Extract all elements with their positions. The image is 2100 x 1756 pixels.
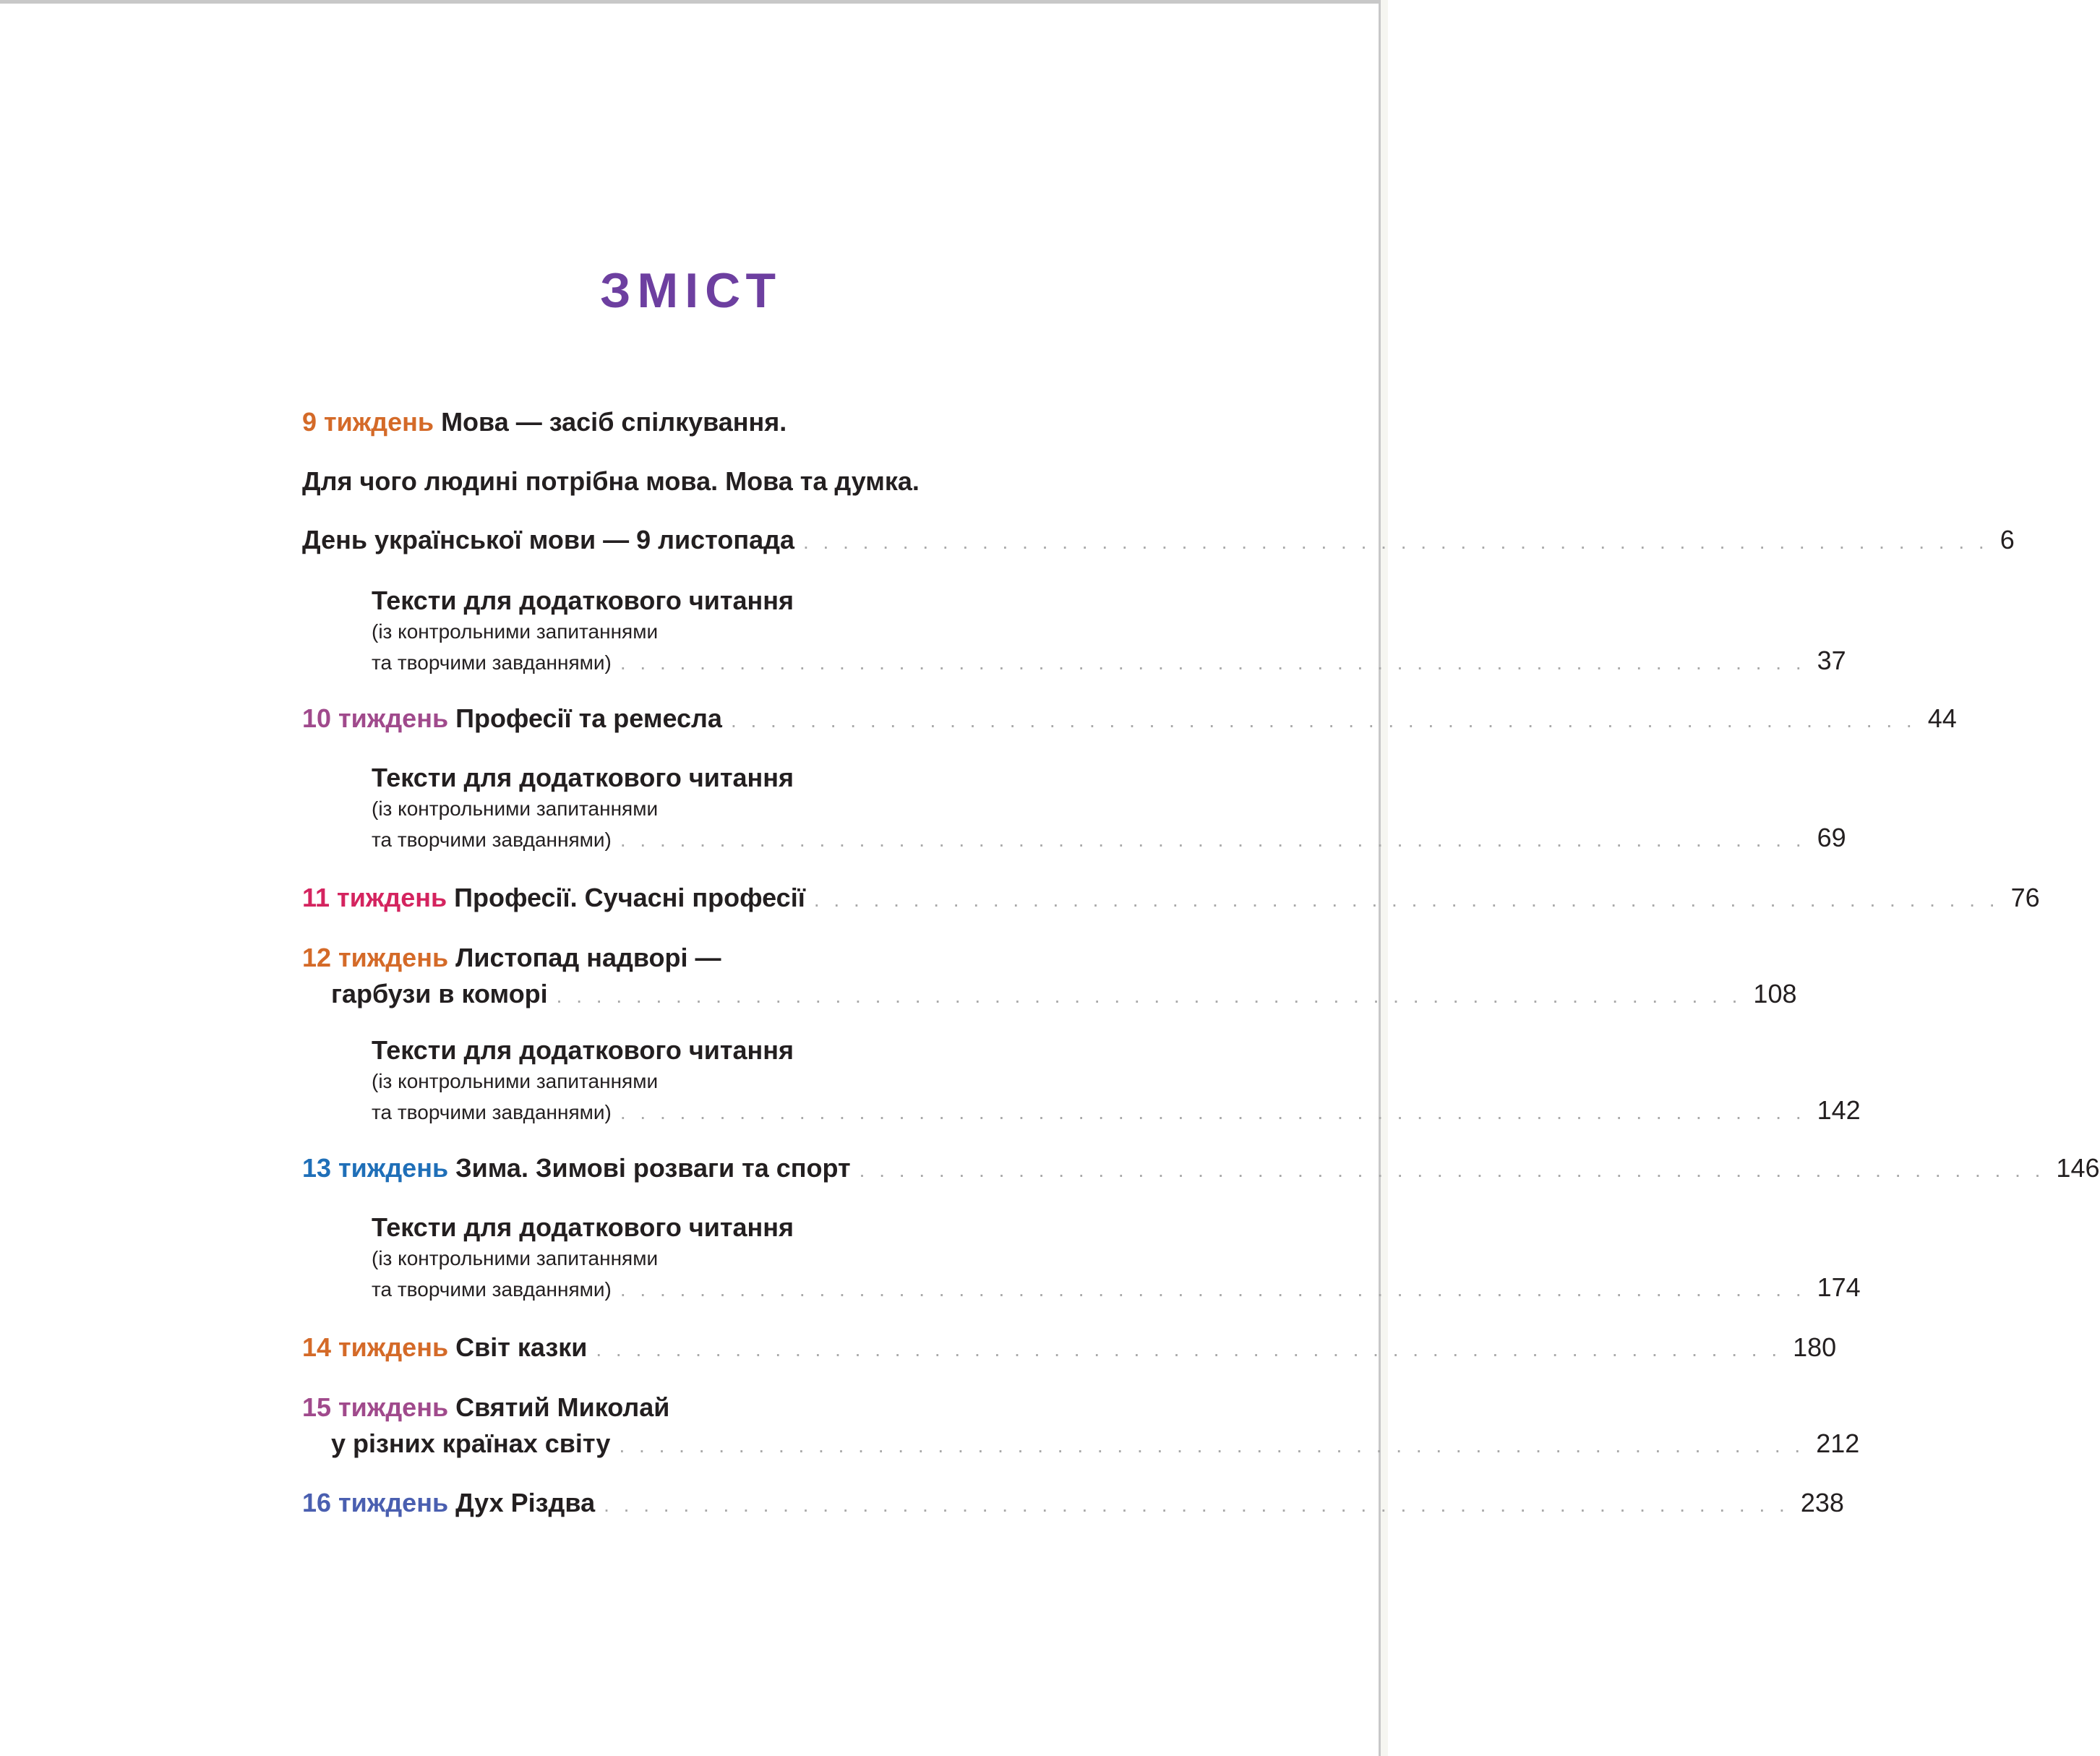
entry-title: Професії та ремесла [455, 703, 722, 733]
page-number: 76 [2010, 883, 2040, 912]
subentry-note: та творчими завданнями) [372, 1101, 612, 1123]
entry-title: Зима. Зимові розваги та спорт [455, 1153, 851, 1183]
toc-subentry-extra-reading[interactable] [302, 584, 1846, 677]
toc-entry-week-15[interactable] [302, 1390, 1860, 1463]
week-label: 10 тиждень [302, 703, 449, 733]
dot-leader: . . . . . . . . . . . . . . . . . . . . . . . . . . . . . . . . . . . . . . . . . . . . . . . . . . . . . . . . . . . . [604, 1494, 1789, 1516]
dot-leader: . . . . . . . . . . . . . . . . . . . . . . . . . . . . . . . . . . . . . . . . . . . . . . . . . . . . . . . . . . . . [802, 531, 1989, 553]
dot-leader: . . . . . . . . . . . . . . . . . . . . . . . . . . . . . . . . . . . . . . . . . . . . . . . . . . . . . . . . . . . . [730, 709, 1916, 732]
subentry-title: Тексти для додаткового читання [372, 763, 794, 792]
dot-leader: . . . . . . . . . . . . . . . . . . . . . . . . . . . . . . . . . . . . . . . . . . . . . . . . . . . . . . . . . . . . [620, 1101, 1806, 1123]
entry-title-line: у різних країнах світу [331, 1429, 611, 1458]
page-number: 174 [1817, 1272, 1861, 1302]
toc-entry-week-16[interactable] [302, 1486, 1844, 1522]
subentry-title: Тексти для додаткового читання [372, 1212, 794, 1242]
toc-entry-week-11[interactable] [302, 881, 2040, 917]
dot-leader: . . . . . . . . . . . . . . . . . . . . . . . . . . . . . . . . . . . . . . . . . . . . . . . . . . . . . . . . . . . . [596, 1338, 1782, 1361]
subentry-note: (із контрольними запитаннями [372, 1070, 659, 1092]
page-number: 180 [1793, 1332, 1837, 1362]
dot-leader: . . . . . . . . . . . . . . . . . . . . . . . . . . . . . . . . . . . . . . . . . . . . . . . . . . . . . . . . . . . . [619, 1434, 1805, 1457]
toc-entry-week-10[interactable] [302, 701, 1957, 738]
page-number: 44 [1927, 703, 1957, 733]
toc-entry-week-12[interactable] [302, 941, 1797, 1014]
entry-title-line: Для чого людині потрібна мова. Мова та думка. [302, 466, 920, 496]
week-label: 11 тиждень [302, 883, 447, 912]
page-number: 212 [1816, 1429, 1860, 1458]
entry-title-line: День української мови — 9 листопада [302, 525, 794, 554]
dot-leader: . . . . . . . . . . . . . . . . . . . . . . . . . . . . . . . . . . . . . . . . . . . . . . . . . . . . . . . . . . . . [620, 828, 1806, 851]
page-title: ЗМІСТ [599, 263, 783, 318]
dot-leader: . . . . . . . . . . . . . . . . . . . . . . . . . . . . . . . . . . . . . . . . . . . . . . . . . . . . . . . . . . . . [620, 651, 1806, 674]
entry-title: Світ казки [455, 1332, 588, 1362]
entry-title: Дух Різдва [455, 1488, 596, 1517]
page-number: 146 [2056, 1153, 2100, 1183]
dot-leader: . . . . . . . . . . . . . . . . . . . . . . . . . . . . . . . . . . . . . . . . . . . . . . . . . . . . . . . . . . . . [556, 985, 1742, 1007]
subentry-title: Тексти для додаткового читання [372, 586, 794, 615]
dot-leader: . . . . . . . . . . . . . . . . . . . . . . . . . . . . . . . . . . . . . . . . . . . . . . . . . . . . . . . . . . . . [620, 1278, 1806, 1301]
dot-leader: . . . . . . . . . . . . . . . . . . . . . . . . . . . . . . . . . . . . . . . . . . . . . . . . . . . . . . . . . . . . [813, 888, 2000, 911]
week-label: 15 тиждень [302, 1392, 449, 1422]
page-number: 69 [1817, 823, 1846, 852]
subentry-note: та творчими завданнями) [372, 828, 612, 851]
toc-subentry-extra-reading[interactable] [302, 1034, 1861, 1127]
toc-entry-week-13[interactable] [302, 1151, 2100, 1188]
dot-leader: . . . . . . . . . . . . . . . . . . . . . . . . . . . . . . . . . . . . . . . . . . . . . . . . . . . . . . . . . . . . [859, 1159, 2045, 1181]
entry-title: Листопад надворі — [455, 943, 721, 972]
week-label: 13 тиждень [302, 1153, 449, 1183]
entry-title: Святий Миколай [455, 1392, 670, 1422]
subentry-note: та творчими завданнями) [372, 651, 612, 674]
subentry-note: (із контрольними запитаннями [372, 797, 659, 820]
toc-subentry-extra-reading[interactable] [302, 1211, 1861, 1304]
subentry-note: та творчими завданнями) [372, 1278, 612, 1301]
page-number: 108 [1753, 979, 1797, 1008]
week-label: 9 тиждень [302, 407, 434, 437]
page-number: 37 [1817, 646, 1846, 675]
week-label: 16 тиждень [302, 1488, 449, 1517]
toc-subentry-extra-reading[interactable] [302, 761, 1846, 855]
entry-title: Мова — засіб спілкування. [441, 407, 787, 437]
toc-entry-week-14[interactable] [302, 1330, 1837, 1367]
page-number: 238 [1800, 1488, 1844, 1517]
entry-title: Професії. Сучасні професії [454, 883, 805, 912]
subentry-note: (із контрольними запитаннями [372, 1247, 659, 1269]
subentry-title: Тексти для додаткового читання [372, 1035, 794, 1065]
subentry-note: (із контрольними запитаннями [372, 620, 659, 643]
week-label: 14 тиждень [302, 1332, 449, 1362]
page-number: 142 [1817, 1095, 1861, 1125]
page-number: 6 [2000, 525, 2015, 554]
toc-entry-week-9[interactable] [302, 405, 2015, 560]
entry-title-line: гарбузи в коморі [331, 979, 548, 1008]
week-label: 12 тиждень [302, 943, 449, 972]
